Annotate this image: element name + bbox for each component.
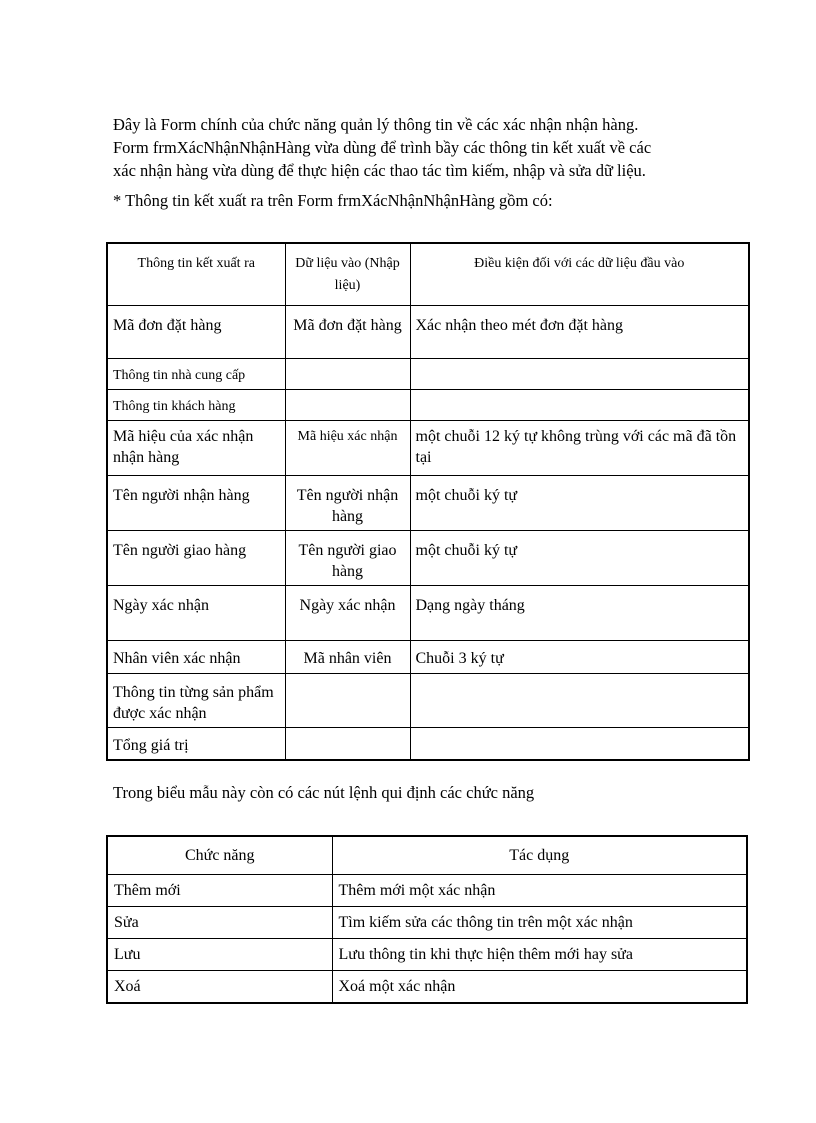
cell-output: Thông tin từng sản phẩm được xác nhận <box>107 674 285 728</box>
col-header-output: Thông tin kết xuất ra <box>107 243 285 306</box>
bullet-heading: * Thông tin kết xuất ra trên Form frmXácNhậnNhậnHàng gồm có: <box>113 191 553 210</box>
cell-output: Nhân viên xác nhận <box>107 641 285 674</box>
table-row <box>107 421 749 476</box>
cell-output: Thông tin nhà cung cấp <box>107 359 285 390</box>
table-header-row <box>107 836 747 875</box>
cell-condition <box>410 728 749 760</box>
col-header-function: Chức năng <box>107 836 332 875</box>
cell-input: Mã nhân viên <box>285 641 410 674</box>
cell-condition <box>410 674 749 728</box>
col-header-input: Dữ liệu vào (Nhập liệu) <box>285 243 410 306</box>
cell-input: Tên người nhận hàng <box>285 476 410 531</box>
cell-condition: Chuỗi 3 ký tự <box>410 641 749 674</box>
cell-output: Tên người nhận hàng <box>107 476 285 531</box>
cell-condition: Dạng ngày tháng <box>410 586 749 641</box>
table-row <box>107 971 747 1004</box>
table-row <box>107 476 749 531</box>
cell-function: Lưu <box>107 939 332 971</box>
cell-input <box>285 728 410 760</box>
cell-input: Mã đơn đặt hàng <box>285 306 410 359</box>
cell-output: Tổng giá trị <box>107 728 285 760</box>
buttons-intro-text: Trong biểu mẫu này còn có các nút lệnh qui định các chức năng <box>113 783 535 802</box>
cell-function: Thêm mới <box>107 875 332 907</box>
cell-condition <box>410 359 749 390</box>
cell-condition: Xác nhận theo mét đơn đặt hàng <box>410 306 749 359</box>
intro-line-1: Đây là Form chính của chức năng quản lý thông tin về các xác nhận nhận hàng. <box>113 115 639 134</box>
cell-input: Tên người giao hàng <box>285 531 410 586</box>
cell-input <box>285 390 410 421</box>
cell-input: Mã hiệu xác nhận <box>285 421 410 476</box>
intro-line-2: Form frmXácNhậnNhậnHàng vừa dùng để trình bầy các thông tin kết xuất về các <box>113 138 652 157</box>
table-row <box>107 939 747 971</box>
table-row <box>107 306 749 359</box>
col-header-effect: Tác dụng <box>332 836 747 875</box>
cell-input <box>285 674 410 728</box>
table-row <box>107 359 749 390</box>
table-row <box>107 641 749 674</box>
cell-effect: Tìm kiếm sửa các thông tin trên một xác nhận <box>332 907 747 939</box>
table-row <box>107 875 747 907</box>
cell-function: Sửa <box>107 907 332 939</box>
functions-table <box>106 835 748 1004</box>
table-row <box>107 728 749 760</box>
table-row <box>107 907 747 939</box>
cell-output: Mã hiệu của xác nhận nhận hàng <box>107 421 285 476</box>
intro-line-3: xác nhận hàng vừa dùng để thực hiện các thao tác tìm kiếm, nhập và sửa dữ liệu. <box>113 161 646 180</box>
cell-output: Mã đơn đặt hàng <box>107 306 285 359</box>
table-row <box>107 674 749 728</box>
cell-input <box>285 359 410 390</box>
cell-output: Ngày xác nhận <box>107 586 285 641</box>
cell-effect: Xoá một xác nhận <box>332 971 747 1004</box>
table-header-row <box>107 243 749 306</box>
cell-output: Tên người giao hàng <box>107 531 285 586</box>
cell-condition: một chuỗi 12 ký tự không trùng với các mã đã tồn tại <box>410 421 749 476</box>
cell-effect: Lưu thông tin khi thực hiện thêm mới hay sửa <box>332 939 747 971</box>
cell-effect: Thêm mới một xác nhận <box>332 875 747 907</box>
cell-condition <box>410 390 749 421</box>
cell-input: Ngày xác nhận <box>285 586 410 641</box>
cell-condition: một chuỗi ký tự <box>410 531 749 586</box>
col-header-condition: Điều kiện đối với các dữ liệu đầu vào <box>410 243 749 306</box>
table-row <box>107 586 749 641</box>
table-row <box>107 390 749 421</box>
output-info-table <box>106 242 750 761</box>
cell-condition: một chuỗi ký tự <box>410 476 749 531</box>
cell-function: Xoá <box>107 971 332 1004</box>
cell-output: Thông tin khách hàng <box>107 390 285 421</box>
table-row <box>107 531 749 586</box>
intro-paragraph <box>113 113 743 182</box>
